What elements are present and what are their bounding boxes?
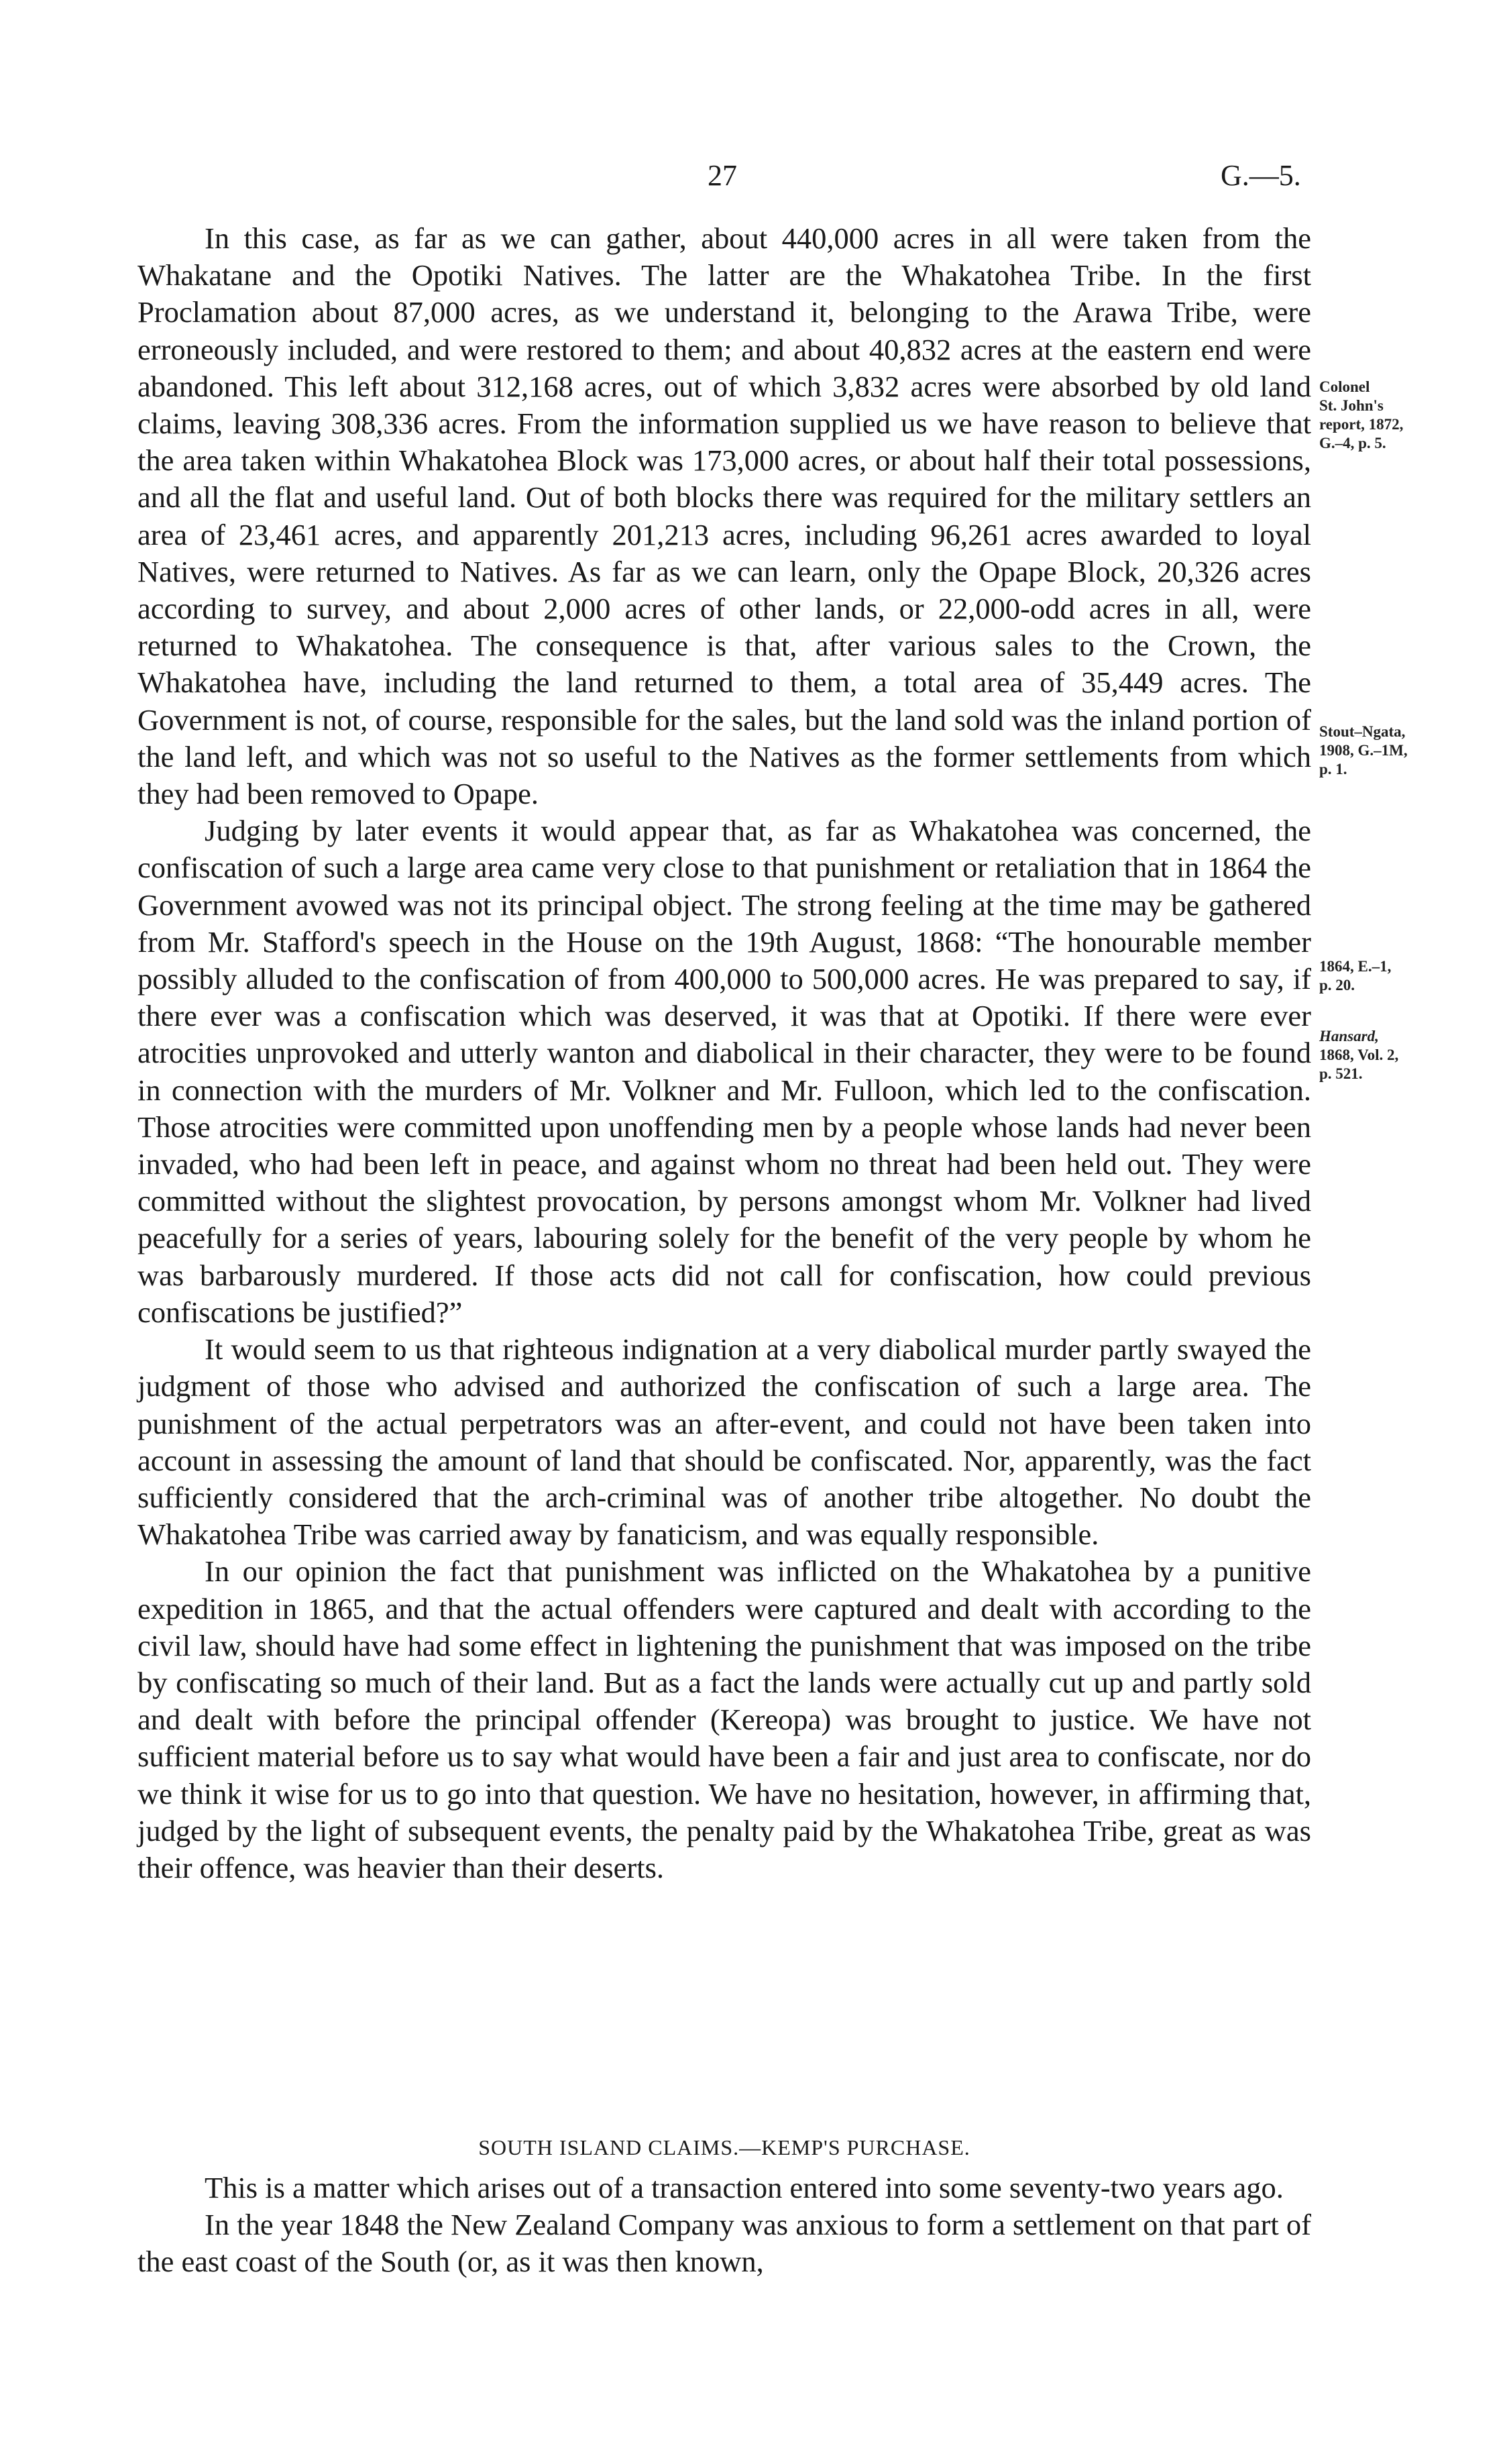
margin-note-line: p. 20. xyxy=(1319,977,1355,994)
document-reference: G.—5. xyxy=(1221,159,1301,192)
margin-note-line: p. 1. xyxy=(1319,761,1347,778)
margin-note-line: 1864, E.–1, xyxy=(1319,958,1392,975)
margin-note-line: 1908, G.–1M, xyxy=(1319,742,1408,759)
paragraph: This is a matter which arises out of a transaction entered into some seventy-two years ago. xyxy=(205,2171,1284,2204)
margin-note-line: Hansard, xyxy=(1319,1028,1379,1044)
paragraph: It would seem to us that righteous indignation at a very diabolical murder partly swayed the judgment of those who advised and authorized the confiscation of such a large area. The punishment of the actual perpetrators was an after-event, and could not have been taken into account in assessing the amount of land that should be confiscated. Nor, apparently, was the fact sufficiently considered that the arch-criminal was of another tribe altogether. No doubt the Whakatohea Tribe was carried away by fanaticism, and was equally responsible. xyxy=(137,1332,1311,1552)
margin-note xyxy=(1319,957,1500,995)
margin-note-line: Stout–Ngata, xyxy=(1319,723,1406,740)
margin-note-line: St. John's xyxy=(1319,397,1384,414)
section-text xyxy=(137,2170,1311,2281)
margin-note xyxy=(1319,1027,1500,1083)
main-text xyxy=(137,220,1311,1886)
paragraph: In this case, as far as we can gather, about 440,000 acres in all were taken from the Whakatane and the Opotiki Natives. The latter are the Whakatohea Tribe. In the first Proclamation about 87,000 acres, as we understand it, belonging to the Arawa Tribe, were erroneously included, and were restored to them; and about 40,832 acres at the eastern end were abandoned. This left about 312,168 acres, out of which 3,832 acres were absorbed by old land claims, leaving 308,336 acres. From the information supplied us we have reason to believe that the area taken within Whakatohea Block was 173,000 acres, or about half their total possessions, and all the flat and useful land. Out of both blocks there was required for the military settlers an area of 23,461 acres, and apparently 201,213 acres, including 96,261 acres awarded to loyal Natives, were returned to Natives. As far as we can learn, only the Opape Block, 20,326 acres according to survey, and about 2,000 acres of other lands, or 22,000-odd acres in all, were returned to Whakatohea. The consequence is that, after various sales to the Crown, the Whakatohea have, including the land returned to them, a total area of 35,449 acres. The Government is not, of course, responsible for the sales, but the land sold was the inland portion of the land left, and which was not so useful to the Natives as the former settlements from which they had been removed to Opape. xyxy=(137,221,1311,811)
margin-note xyxy=(1319,722,1500,779)
margin-note-line: p. 521. xyxy=(1319,1065,1363,1082)
margin-note xyxy=(1319,378,1500,453)
margin-note-line: report, 1872, xyxy=(1319,416,1404,433)
margin-note-line: Colonel xyxy=(1319,378,1370,395)
paragraph: In our opinion the fact that punishment was inflicted on the Whakatohea by a punitive expedition in 1865, and that the actual offenders were captured and dealt with according to the civil law, should have had some effect in lightening the punishment that was imposed on the tribe by confiscating so much of their land. But as a fact the lands were actually cut up and partly sold and dealt with before the principal offender (Kereopa) was brought to justice. We have not sufficient material before us to say what would have been a fair and just area to confiscate, nor do we think it wise for us to go into that question. We have no hesitation, however, in affirming that, judged by the light of subsequent events, the penalty paid by the Whakatohea Tribe, great as was their offence, was heavier than their deserts. xyxy=(137,1554,1311,1884)
margin-note-line: 1868, Vol. 2, xyxy=(1319,1047,1399,1063)
paragraph: In the year 1848 the New Zealand Company was anxious to form a settlement on that part of the east coast of the South (or, as it was then known, xyxy=(137,2208,1311,2279)
section-heading: SOUTH ISLAND CLAIMS.—KEMP'S PURCHASE. xyxy=(478,2135,970,2159)
margin-note-line: G.–4, p. 5. xyxy=(1319,435,1386,451)
page-header xyxy=(0,158,1505,205)
paragraph: Judging by later events it would appear that, as far as Whakatohea was concerned, the confiscation of such a large area came very close to that punishment or retaliation that in 1864 the Government avowed was not its principal object. The strong feeling at the time may be gathered from Mr. Stafford's speech in the House on the 19th August, 1868: “The honourable member possibly alluded to the confiscation of from 400,000 to 500,000 acres. He was prepared to say, if there ever was a confiscation which was deserved, it was that at Opotiki. If there were ever atrocities unprovoked and utterly wanton and diabolical in their character, they were to be found in connection with the murders of Mr. Volkner and Mr. Fulloon, which led to the confiscation. Those atrocities were committed upon unoffending men by a people whose lands had never been invaded, who had been left in peace, and against whom no threat had been held out. They were committed without the slightest provocation, by persons amongst whom Mr. Volkner had lived peacefully for a series of years, labouring solely for the benefit of the very people by whom he was barbarously murdered. If those acts did not call for confiscation, how could previous confiscations be justified?” xyxy=(137,814,1311,1329)
page-number: 27 xyxy=(708,159,737,192)
